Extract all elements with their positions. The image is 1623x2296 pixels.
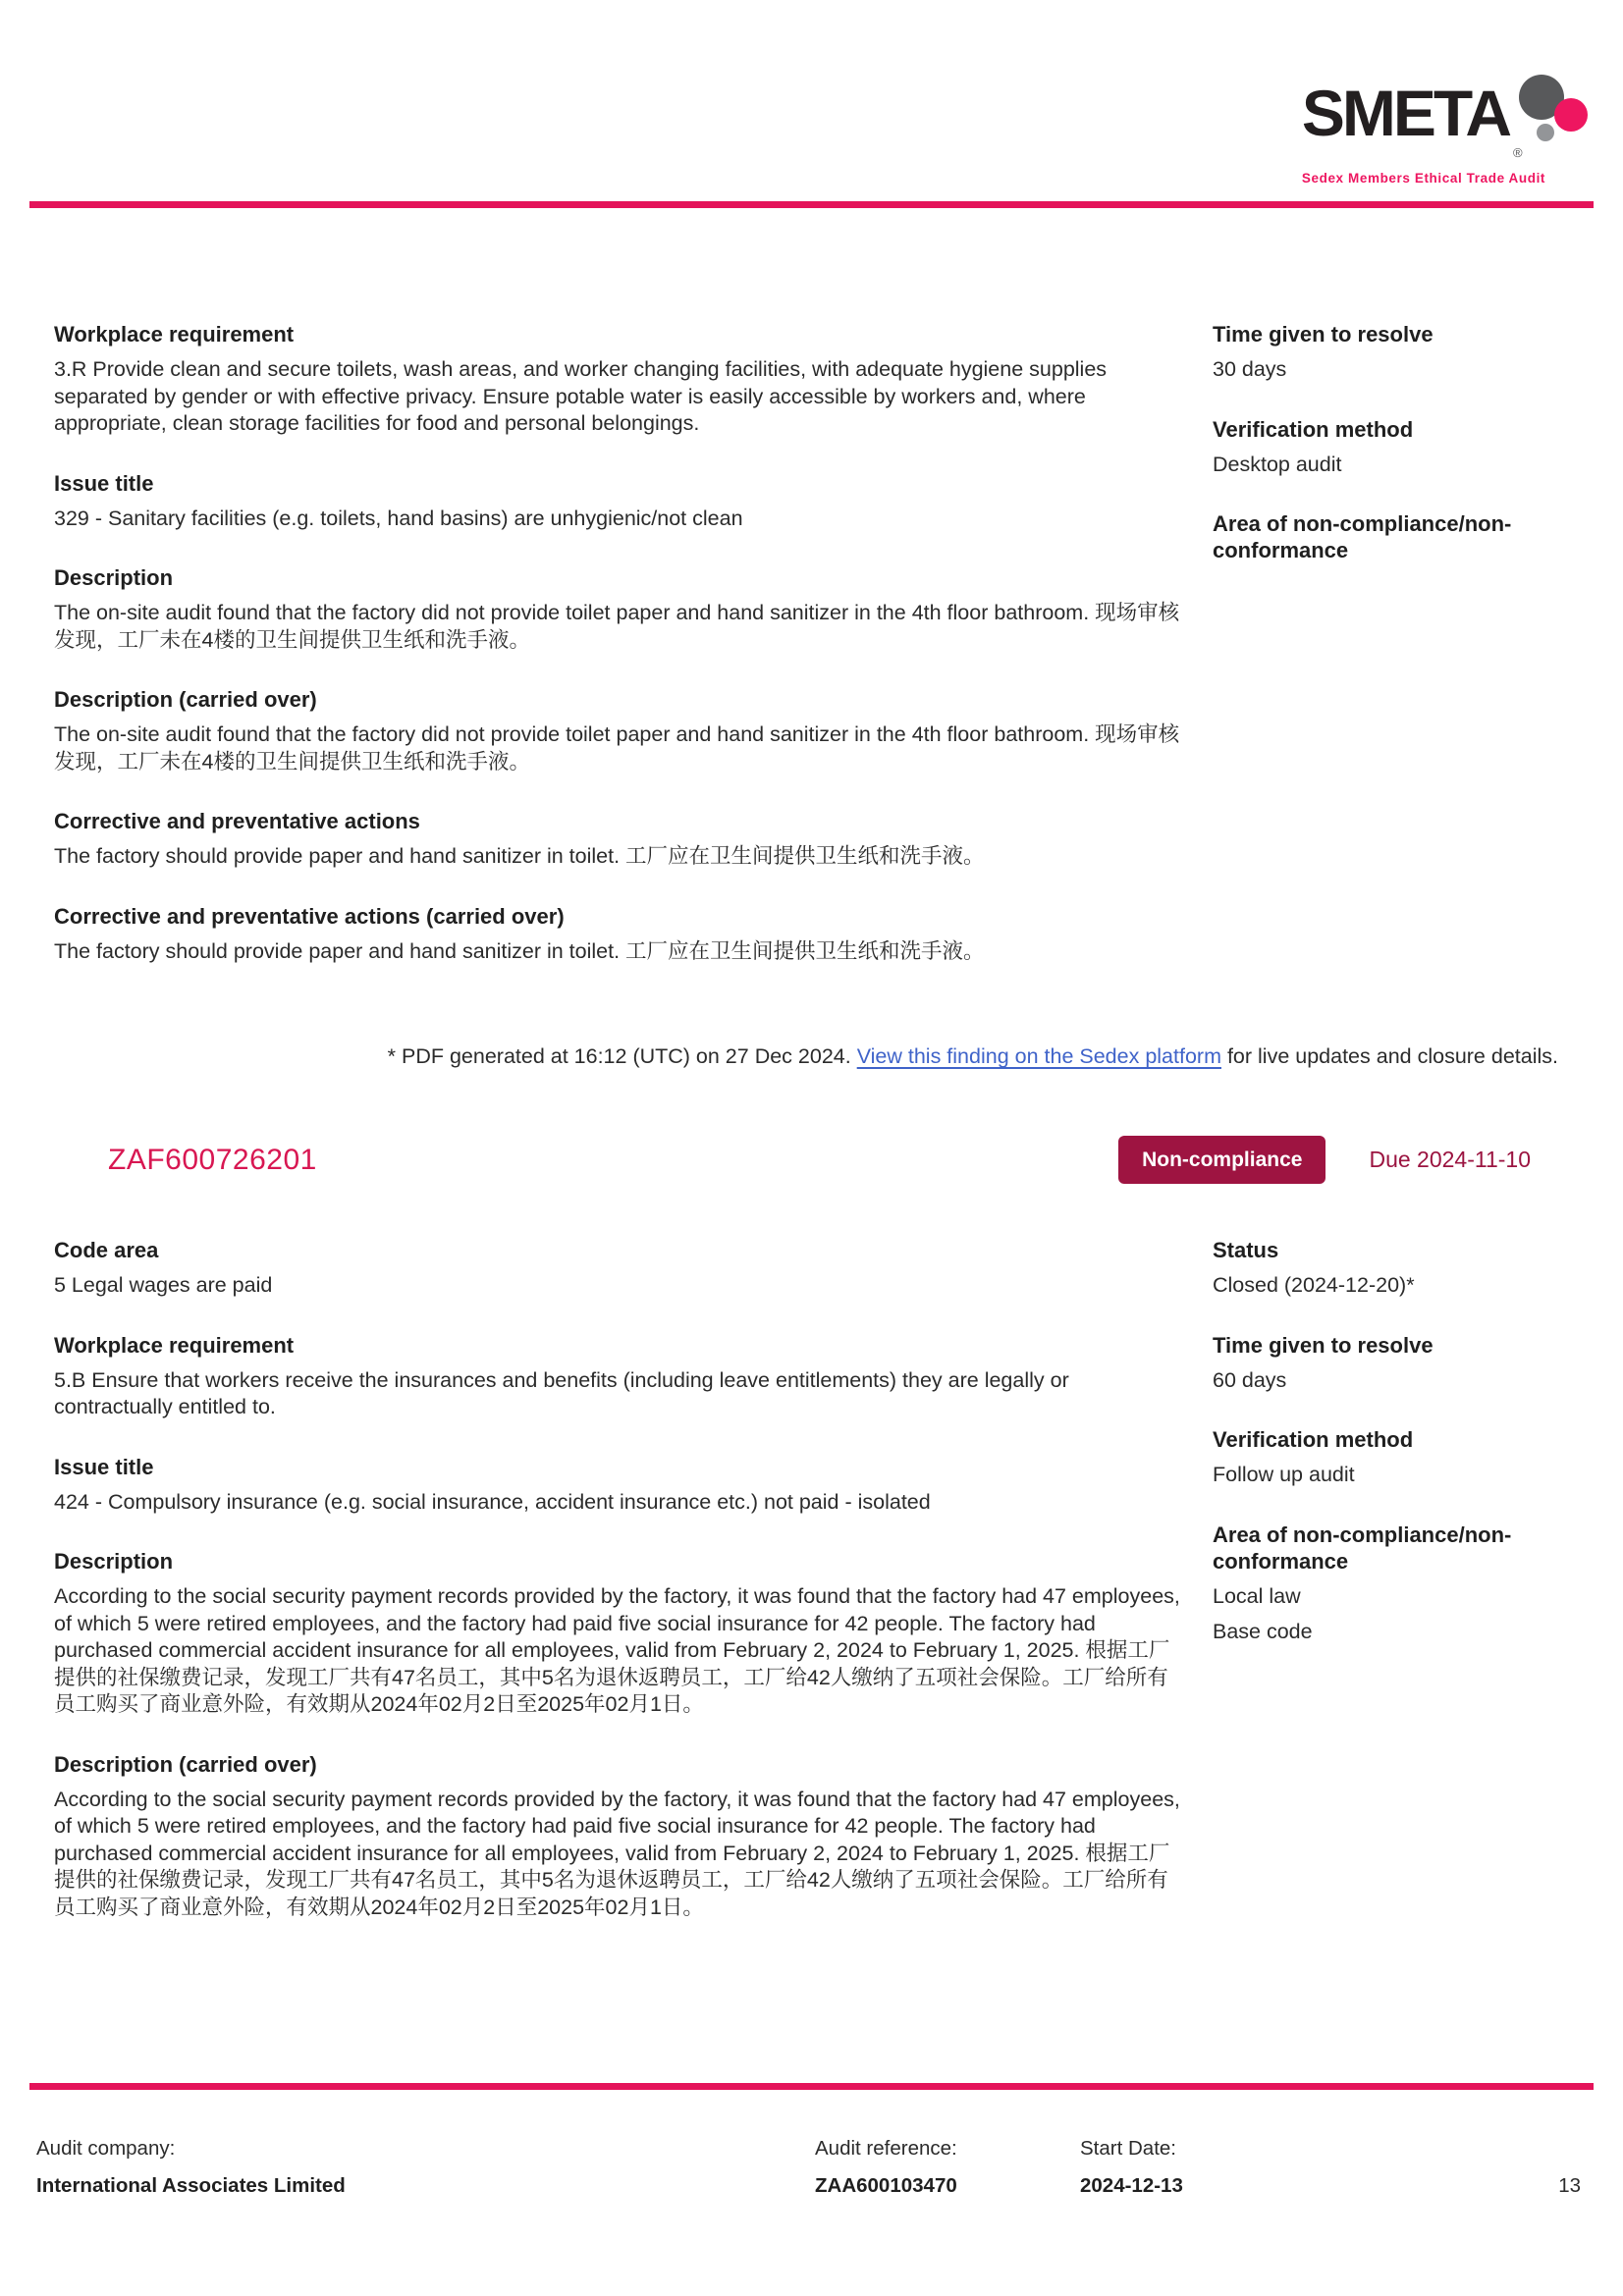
bottom-divider-rule bbox=[29, 2083, 1594, 2090]
field-value: The factory should provide paper and hand sanitizer in toilet. 工厂应在卫生间提供卫生纸和洗手液。 bbox=[54, 938, 985, 963]
smeta-logo bbox=[1301, 77, 1588, 186]
field-verification-method bbox=[1213, 1426, 1591, 1489]
field-value: Follow up audit bbox=[1213, 1463, 1355, 1486]
field-value: 60 days bbox=[1213, 1367, 1287, 1392]
field-issue-title bbox=[54, 470, 1183, 533]
pdf-generated-footnote bbox=[108, 1044, 1558, 1069]
finding-section bbox=[54, 1237, 1591, 1953]
field-label: Status bbox=[1213, 1238, 1279, 1262]
field-label: Area of non-compliance/non-conformance bbox=[1213, 511, 1512, 562]
field-description-carried-over bbox=[54, 1751, 1183, 1922]
footer-start-date bbox=[1080, 2137, 1558, 2198]
field-label: Code area bbox=[54, 1238, 159, 1262]
field-value: 5.B Ensure that workers receive the insurances and benefits (including leave entitlements) they are legally or contractually entitled to. bbox=[54, 1367, 1069, 1418]
field-label: Description bbox=[54, 1549, 174, 1574]
field-value: 329 - Sanitary facilities (e.g. toilets, hand basins) are unhygienic/not clean bbox=[54, 506, 743, 530]
top-divider-rule bbox=[29, 201, 1594, 208]
status-badge: Non-compliance bbox=[1118, 1136, 1325, 1184]
field-label: Workplace requirement bbox=[54, 1332, 295, 1358]
field-value: Local law bbox=[1213, 1583, 1301, 1608]
field-status bbox=[1213, 1237, 1591, 1300]
audit-reference-label: Audit reference: bbox=[815, 2137, 957, 2160]
finding1-right-column bbox=[1213, 321, 1591, 997]
field-label: Time given to resolve bbox=[1213, 1332, 1434, 1358]
audit-company-label: Audit company: bbox=[36, 2137, 176, 2160]
field-value: The factory should provide paper and hand sanitizer in toilet. 工厂应在卫生间提供卫生纸和洗手液。 bbox=[54, 844, 985, 868]
field-description-carried-over bbox=[54, 686, 1183, 775]
field-area-of-non-compliance bbox=[1213, 510, 1591, 563]
field-value: The on-site audit found that the factory did not provide toilet paper and hand sanitizer in the 4th floor bathroom. 现场审核发现，工厂未在4楼的卫生间提供卫生纸和洗手液。 bbox=[54, 601, 1180, 652]
sedex-platform-link[interactable]: View this finding on the Sedex platform bbox=[856, 1044, 1221, 1068]
field-value: Desktop audit bbox=[1213, 452, 1342, 476]
audit-company-value: International Associates Limited bbox=[36, 2174, 346, 2197]
finding-section-continued bbox=[54, 321, 1591, 997]
footnote-suffix: for live updates and closure details. bbox=[1220, 1044, 1558, 1068]
field-code-area bbox=[54, 1237, 1183, 1300]
field-issue-title bbox=[54, 1454, 1183, 1517]
smeta-logo-text: SMETA bbox=[1301, 77, 1509, 149]
field-value: 30 days bbox=[1213, 357, 1287, 381]
field-description bbox=[54, 1548, 1183, 1719]
field-value: 424 - Compulsory insurance (e.g. social insurance, accident insurance etc.) not paid - isolated bbox=[54, 1489, 931, 1514]
field-label: Corrective and preventative actions (carried over) bbox=[54, 903, 565, 929]
field-description bbox=[54, 564, 1183, 654]
field-workplace-requirement bbox=[54, 321, 1183, 438]
logo-dot-pink-icon bbox=[1554, 98, 1588, 132]
field-label: Verification method bbox=[1213, 416, 1414, 442]
field-area-of-non-compliance bbox=[1213, 1522, 1591, 1646]
finding-id: ZAF600726201 bbox=[108, 1143, 317, 1176]
field-label: Verification method bbox=[1213, 1427, 1414, 1452]
smeta-logo-tagline: Sedex Members Ethical Trade Audit bbox=[1301, 171, 1546, 186]
footer-audit-reference bbox=[815, 2137, 1080, 2198]
field-workplace-requirement bbox=[54, 1332, 1183, 1421]
smeta-logo-dots-icon bbox=[1511, 80, 1588, 169]
field-verification-method bbox=[1213, 416, 1591, 479]
field-value: The on-site audit found that the factory did not provide toilet paper and hand sanitizer in the 4th floor bathroom. 现场审核发现，工厂未在4楼的卫生间提供卫生纸和洗手液。 bbox=[54, 722, 1180, 774]
finding-header bbox=[108, 1136, 1558, 1184]
start-date-label: Start Date: bbox=[1080, 2137, 1176, 2160]
field-label: Description bbox=[54, 565, 174, 590]
start-date-value: 2024-12-13 bbox=[1080, 2174, 1183, 2197]
field-label: Time given to resolve bbox=[1213, 322, 1434, 347]
field-value: According to the social security payment records provided by the factory, it was found that the factory had 47 employees, of which 5 were retired employees, and the factory had paid five social insurance for 42 people. The factory had purchased commercial accident insurance for all employees, valid from February 2, 2024 to February 1, 2025. 根据工厂提供的社保缴费记录，发现工厂共有47名员工，其中5名为退休返聘员工，工厂给42人缴纳了五项社会保险。工厂给所有员工购买了商业意外险，有效期从2024年02月2日至2025年02月1日。 bbox=[54, 1584, 1180, 1716]
page-number: 13 bbox=[1558, 2174, 1581, 2197]
finding2-left-column bbox=[54, 1237, 1183, 1953]
audit-reference-value: ZAA600103470 bbox=[815, 2174, 957, 2197]
field-value: According to the social security payment records provided by the factory, it was found that the factory had 47 employees, of which 5 were retired employees, and the factory had paid five social insurance for 42 people. The factory had purchased commercial accident insurance for all employees, valid from February 2, 2024 to February 1, 2025. 根据工厂提供的社保缴费记录，发现工厂共有47名员工，其中5名为退休返聘员工，工厂给42人缴纳了五项社会保险。工厂给所有员工购买了商业意外险，有效期从2024年02月2日至2025年02月1日。 bbox=[54, 1787, 1180, 1919]
field-corrective-actions-carried-over bbox=[54, 903, 1183, 966]
field-time-given-to-resolve bbox=[1213, 321, 1591, 384]
field-label: Issue title bbox=[54, 470, 154, 496]
finding1-left-column bbox=[54, 321, 1183, 997]
logo-dot-small-gray-icon bbox=[1537, 124, 1554, 141]
field-value: 3.R Provide clean and secure toilets, wash areas, and worker changing facilities, with adequate hygiene supplies separated by gender or with effective privacy. Ensure potable water is easily accessible by workers and, where appropriate, clean storage facilities for food and personal belongings. bbox=[54, 357, 1108, 435]
field-label: Description (carried over) bbox=[54, 1751, 317, 1777]
header bbox=[0, 0, 1623, 186]
field-label: Issue title bbox=[54, 1454, 154, 1479]
field-corrective-actions bbox=[54, 808, 1183, 871]
field-value: Closed (2024-12-20)* bbox=[1213, 1273, 1415, 1297]
field-value: Base code bbox=[1213, 1620, 1313, 1643]
field-label: Description (carried over) bbox=[54, 687, 317, 712]
footer-audit-company bbox=[36, 2137, 815, 2198]
finding2-right-column bbox=[1213, 1237, 1591, 1953]
field-time-given-to-resolve bbox=[1213, 1332, 1591, 1395]
field-label: Corrective and preventative actions bbox=[54, 809, 420, 833]
registered-trademark-icon: ® bbox=[1513, 145, 1523, 160]
due-date: Due 2024-11-10 bbox=[1369, 1147, 1531, 1172]
field-label: Area of non-compliance/non-conformance bbox=[1213, 1522, 1512, 1574]
footer bbox=[0, 2083, 1623, 2296]
field-value: 5 Legal wages are paid bbox=[54, 1273, 273, 1297]
field-label: Workplace requirement bbox=[54, 322, 295, 347]
footnote-prefix: * PDF generated at 16:12 (UTC) on 27 Dec 2024. bbox=[387, 1044, 857, 1068]
